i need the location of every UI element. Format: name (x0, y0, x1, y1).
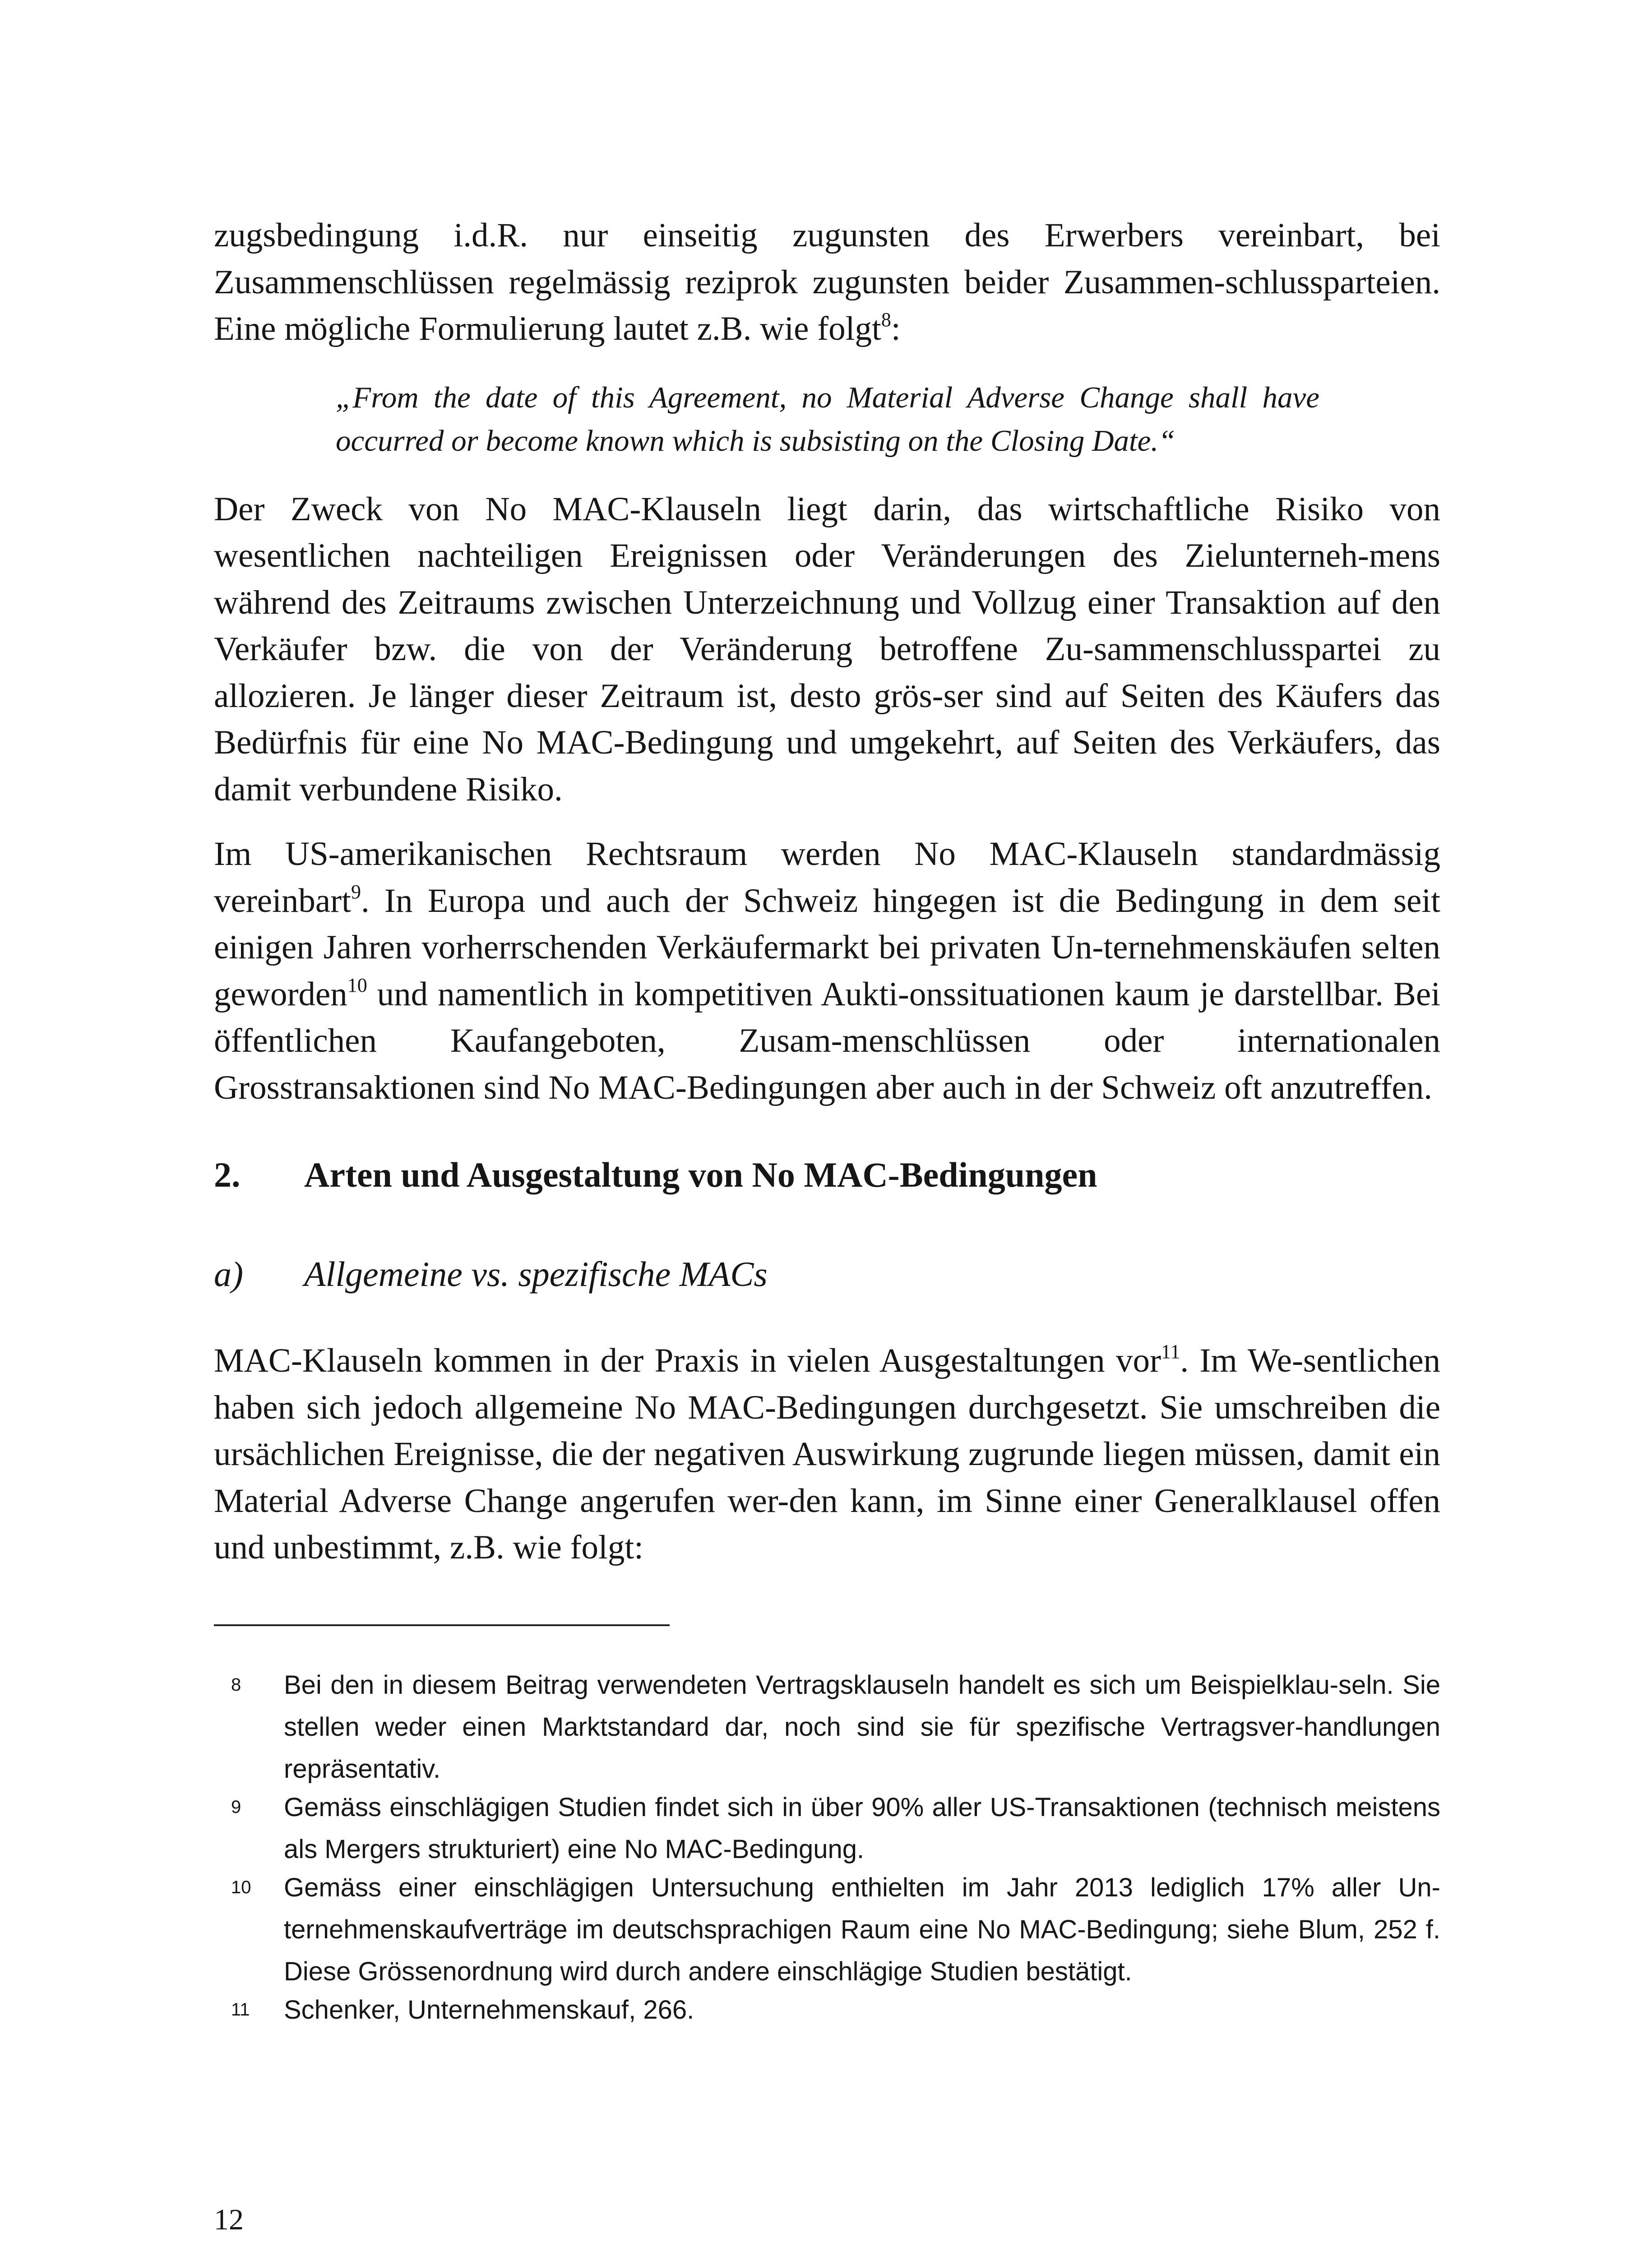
block-quote: „From the date of this Agreement, no Material Adverse Change shall have occurred or become known which is subsisting on the Closing Date.“ (336, 380, 1319, 458)
footnote-11 (214, 1996, 1440, 2031)
paragraph-us-europe-text-a: Im US-amerikanischen Rechtsraum werden No MAC-Klauseln standardmässig vereinbart (214, 835, 1440, 920)
footnote-number: 11 (231, 1999, 250, 2020)
section-heading (214, 1152, 1440, 1197)
footnote-ref-9[interactable]: 9 (351, 880, 361, 903)
footnote-ref-11[interactable]: 11 (1161, 1341, 1180, 1363)
footnote-number: 10 (231, 1877, 251, 1897)
footnote-ref-10[interactable]: 10 (347, 974, 367, 996)
paragraph-us-europe (214, 831, 1440, 1111)
page-number: 12 (214, 2203, 244, 2236)
section-heading-title: Arten und Ausgestaltung von No MAC-Bedingungen (304, 1155, 1097, 1194)
footnote-9 (214, 1794, 1440, 1870)
paragraph-us-europe-text-c: und namentlich in kompetitiven Aukti-onssituationen kaum je darstellbar. Bei öffentlichen Kaufangeboten, Zusam-menschlüssen oder internationalen Grosstransaktionen sind No MAC-Bedingungen aber auch in der Schweiz oft anzutreffen. (214, 975, 1440, 1106)
paragraph-intro-end: : (891, 310, 901, 347)
section-heading-number: 2. (214, 1155, 241, 1194)
subsection-heading (214, 1252, 1440, 1297)
paragraph-us-europe-text-b: . In Europa und auch der Schweiz hingegen ist die Bedingung in dem seit einigen Jahren vorherrschenden Verkäufermarkt bei privaten Un-ternehmenskäufen selten geworden (214, 882, 1440, 1013)
footnote-number: 8 (231, 1674, 241, 1695)
footnote-text: Gemäss einschlägigen Studien findet sich in über 90% aller US-Transaktionen (technisch meistens als Mergers strukturiert) eine No MAC-Bedingung. (284, 1792, 1440, 1864)
paragraph-mac-clauses-text-a: MAC-Klauseln kommen in der Praxis in vielen Ausgestaltungen vor (214, 1342, 1161, 1379)
footnote-text: Schenker, Unternehmenskauf, 266. (284, 1995, 694, 2025)
paragraph-intro-text: zugsbedingung i.d.R. nur einseitig zugunsten des Erwerbers vereinbart, bei Zusammenschlüssen regelmässig reziprok zugunsten beider Zusammen-schlussparteien. Eine mögliche Formulierung lautet z.B. wie folgt (214, 217, 1440, 347)
footnote-text: Bei den in diesem Beitrag verwendeten Vertragsklauseln handelt es sich um Beispielklau-seln. Sie stellen weder einen Marktstandard dar, noch sind sie für spezifische Vertragsver-handlungen repräsentativ. (284, 1670, 1440, 1784)
footnote-ref-8[interactable]: 8 (881, 309, 891, 331)
paragraph-purpose: Der Zweck von No MAC-Klauseln liegt darin, das wirtschaftliche Risiko von wesentlichen nachteiligen Ereignissen oder Veränderungen des Zielunterneh-mens während des Zeitraums zwischen Unterzeichnung und Vollzug einer Transaktion auf den Verkäufer bzw. die von der Veränderung betroffene Zu-sammenschlusspartei zu allozieren. Je länger dieser Zeitraum ist, desto grös-ser sind auf Seiten des Käufers das Bedürfnis für eine No MAC-Bedingung und umgekehrt, auf Seiten des Verkäufers, das damit verbundene Risiko. (214, 490, 1440, 808)
footnote-text: Gemäss einer einschlägigen Untersuchung enthielten im Jahr 2013 lediglich 17% aller Un-ternehmenskaufverträge im deutschsprachigen Raum eine No MAC-Bedingung; siehe Blum, 252 f. Diese Grössenordnung wird durch andere einschlägige Studien bestätigt. (284, 1872, 1440, 1986)
footnote-8 (214, 1671, 1440, 1790)
footnote-10 (214, 1874, 1440, 1992)
footnotes (214, 1671, 1440, 2031)
paragraph-mac-clauses (214, 1337, 1440, 1571)
footnote-number: 9 (231, 1797, 241, 1817)
subsection-heading-title: Allgemeine vs. spezifische MACs (304, 1254, 768, 1294)
subsection-heading-number: a) (214, 1254, 243, 1294)
paragraph-intro (214, 212, 1440, 352)
paragraph-mac-clauses-text-b: . Im We-sentlichen haben sich jedoch allgemeine No MAC-Bedingungen durchgesetzt. Sie umschreiben die ursächlichen Ereignisse, die der negativen Auswirkung zugrunde liegen müssen, damit ein Material Adverse Change angerufen wer-den kann, im Sinne einer Generalklausel offen und unbestimmt, z.B. wie folgt: (214, 1342, 1440, 1566)
page-body (214, 212, 1440, 2031)
